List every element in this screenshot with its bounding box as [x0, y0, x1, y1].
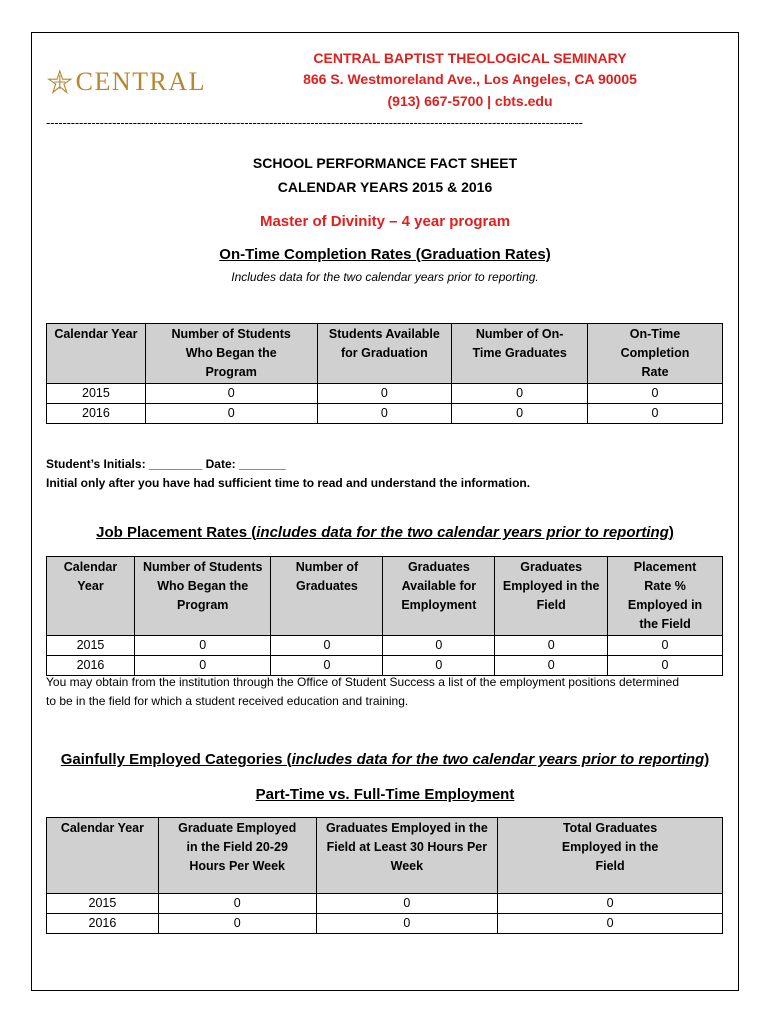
table-cell: 2015 — [47, 894, 159, 914]
column-header: Graduate Employed in the Field 20-29 Hours Per Week — [158, 818, 316, 894]
column-header: Calendar Year — [47, 557, 135, 636]
table-cell: 0 — [495, 636, 608, 656]
table-cell: 0 — [383, 636, 495, 656]
column-header: Students Available for Graduation — [317, 324, 452, 384]
table-header-row — [47, 324, 723, 384]
column-header: Number of Students Who Began the Program — [145, 324, 317, 384]
column-header: Graduates Employed in the Field — [495, 557, 608, 636]
table-cell: 0 — [383, 656, 495, 676]
completion-note: Includes data for the two calendar years prior to reporting. — [231, 270, 539, 284]
program-name: Master of Divinity – 4 year program — [259, 213, 511, 230]
initials-line: Student’s Initials: ________ Date: _______ — [46, 457, 286, 471]
doc-title: SCHOOL PERFORMANCE FACT SHEET — [252, 155, 518, 171]
table-cell: 0 — [495, 656, 608, 676]
gainful-heading: Gainfully Employed Categories (includes data for the two calendar years prior to reporting) — [60, 751, 710, 768]
column-header: Placement Rate % Employed in the Field — [608, 557, 723, 636]
table-header-row — [47, 557, 723, 636]
column-header: On-Time Completion Rate — [588, 324, 723, 384]
table-cell: 0 — [316, 894, 498, 914]
doc-subtitle: CALENDAR YEARS 2015 & 2016 — [277, 179, 493, 195]
placement-heading: Job Placement Rates (includes data for the two calendar years prior to reporting) — [96, 524, 674, 541]
table-cell: 0 — [452, 384, 588, 404]
table-cell: 0 — [145, 404, 317, 424]
column-header: Calendar Year — [47, 818, 159, 894]
table-row — [47, 894, 723, 914]
table-cell: 0 — [316, 914, 498, 934]
logo — [46, 62, 206, 102]
table-row — [47, 636, 723, 656]
table-cell: 0 — [134, 636, 271, 656]
column-header: Number of Students Who Began the Program — [134, 557, 271, 636]
table-cell: 0 — [498, 894, 723, 914]
column-header: Total Graduates Employed in the Field — [498, 818, 723, 894]
table-header-row — [47, 818, 723, 894]
table-cell: 0 — [498, 914, 723, 934]
table-cell: 2016 — [47, 914, 159, 934]
table-cell: 2016 — [47, 656, 135, 676]
table-cell: 0 — [158, 894, 316, 914]
table-row — [47, 404, 723, 424]
completion-table — [46, 323, 723, 424]
logo-text: CENTRAL — [75, 67, 206, 96]
table-row — [47, 384, 723, 404]
table-cell: 0 — [588, 404, 723, 424]
table-cell: 0 — [145, 384, 317, 404]
column-header: Number of On-Time Graduates — [452, 324, 588, 384]
table-cell: 0 — [588, 384, 723, 404]
header-divider: ---------------------------------------------------------------------------------------------------------------------------------- — [46, 115, 583, 130]
initials-instruction: Initial only after you have had sufficient time to read and understand the information. — [46, 476, 531, 490]
table-cell: 0 — [158, 914, 316, 934]
institution-contact: (913) 667-5700 | cbts.edu — [387, 93, 553, 109]
table-cell: 0 — [271, 636, 383, 656]
table-cell: 2015 — [47, 636, 135, 656]
table-cell: 2016 — [47, 404, 146, 424]
table-cell: 0 — [608, 656, 723, 676]
seminary-emblem-icon — [46, 64, 74, 100]
placement-table — [46, 556, 723, 676]
table-cell: 0 — [317, 384, 452, 404]
table-cell: 0 — [317, 404, 452, 424]
column-header: Graduates Available for Employment — [383, 557, 495, 636]
table-cell: 0 — [452, 404, 588, 424]
table-cell: 0 — [271, 656, 383, 676]
table-cell: 0 — [134, 656, 271, 676]
column-header: Graduates Employed in the Field at Least 30 Hours Per Week — [316, 818, 498, 894]
placement-note: You may obtain from the institution through the Office of Student Success a list of the employment positions determined to be in the field for which a student received education and training. — [46, 675, 680, 708]
institution-address: 866 S. Westmoreland Ave., Los Angeles, CA 90005 — [303, 71, 637, 87]
table-cell: 2015 — [47, 384, 146, 404]
table-row — [47, 914, 723, 934]
table-cell: 0 — [608, 636, 723, 656]
column-header: Number of Graduates — [271, 557, 383, 636]
institution-name: CENTRAL BAPTIST THEOLOGICAL SEMINARY — [313, 50, 627, 66]
gainful-subheading: Part-Time vs. Full-Time Employment — [255, 786, 515, 803]
gainful-table — [46, 817, 723, 934]
completion-heading: On-Time Completion Rates (Graduation Rates) — [219, 246, 551, 263]
column-header: Calendar Year — [47, 324, 146, 384]
